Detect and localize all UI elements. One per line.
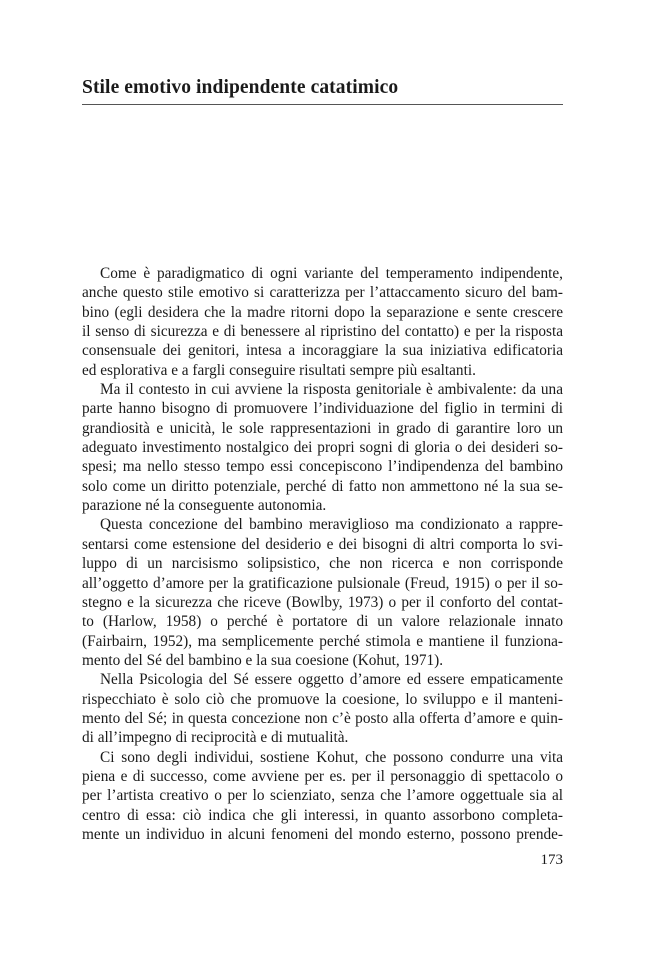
- text-line: sentarsi come estensione del desiderio e dei bisogni di altri comporta lo svi-: [82, 535, 563, 553]
- text-line: per l’artista creativo o per lo scienziato, senza che l’amore oggettuale sia al: [82, 787, 563, 805]
- text-line: mente un individuo in alcuni fenomeni del mondo esterno, possono prende-: [82, 825, 563, 843]
- text-line: Ma il contesto in cui avviene la risposta genitoriale è ambivalente: da una: [100, 381, 563, 399]
- paragraph: [82, 748, 563, 845]
- text-line: spesi; ma nello stesso tempo essi concepiscono l’indipendenza del bambino: [82, 458, 563, 476]
- chapter-title: Stile emotivo indipendente catatimico: [82, 77, 399, 98]
- text-line: to (Harlow, 1958) o perché è portatore di un valore relazionale innato: [82, 613, 563, 631]
- paragraph: [82, 264, 563, 380]
- text-line: Questa concezione del bambino meraviglioso ma condizionato a rappre-: [100, 516, 563, 534]
- text-line: adeguato investimento nostalgico dei propri sogni di gloria o dei desideri so-: [82, 439, 563, 457]
- text-line: rispecchiato è solo ciò che promuove la coesione, lo sviluppo e il manteni-: [82, 690, 563, 708]
- text-line: all’oggetto d’amore per la gratificazione pulsionale (Freud, 1915) o per il so-: [82, 574, 563, 592]
- text-line: consensuale dei genitori, intesa a incoraggiare la sua iniziativa edificatoria: [82, 342, 563, 360]
- text-line: bino (egli desidera che la madre ritorni dopo la separazione e sente crescere: [82, 303, 563, 321]
- text-line: centro di essa: ciò indica che gli interessi, in quanto assorbono completa-: [82, 806, 563, 824]
- text-line: solo come un diritto potenziale, perché di fatto non ammettono né la sua se-: [82, 477, 563, 495]
- page-number: 173: [540, 852, 563, 868]
- text-line: il senso di sicurezza e di benessere al ripristino del contatto) e per la risposta: [82, 323, 563, 341]
- text-line: parte hanno bisogno di promuovere l’individuazione del figlio in termini di: [82, 400, 563, 418]
- text-line: luppo di un narcisismo solipsistico, che non ricerca e non corrisponde: [82, 555, 563, 573]
- text-line: ed esplorativa e a fargli conseguire risultati sempre più esaltanti.: [82, 361, 476, 379]
- text-line: mento del Sé del bambino e la sua coesione (Kohut, 1971).: [82, 651, 444, 669]
- body-text: [82, 264, 563, 844]
- text-line: mento del Sé; in questa concezione non c’è posto alla offerta d’amore e quin-: [82, 709, 563, 727]
- text-line: piena e di successo, come avviene per es. per il personaggio di spettacolo o: [82, 767, 563, 785]
- paragraph: [82, 670, 563, 747]
- paragraph: [82, 515, 563, 670]
- text-line: (Fairbairn, 1952), ma semplicemente perché stimola e mantiene il funziona-: [82, 632, 563, 650]
- text-line: Nella Psicologia del Sé essere oggetto d’amore ed essere empaticamente: [100, 671, 563, 689]
- text-line: Come è paradigmatico di ogni variante del temperamento indipendente,: [100, 265, 563, 282]
- text-line: anche questo stile emotivo si caratterizza per l’attaccamento sicuro del bam-: [82, 284, 563, 302]
- text-line: parazione né la conseguente autonomia.: [82, 497, 327, 515]
- title-rule: [82, 104, 563, 105]
- paragraph: [82, 380, 563, 515]
- text-line: grandiosità e unicità, le sole rappresentazioni in grado di garantire loro un: [82, 419, 563, 437]
- text-line: di all’impegno di reciprocità e di mutualità.: [82, 729, 349, 747]
- text-line: Ci sono degli individui, sostiene Kohut, che possono condurre una vita: [100, 748, 563, 766]
- text-line: stegno e la sicurezza che riceve (Bowlby, 1973) o per il conforto del contat-: [82, 593, 563, 611]
